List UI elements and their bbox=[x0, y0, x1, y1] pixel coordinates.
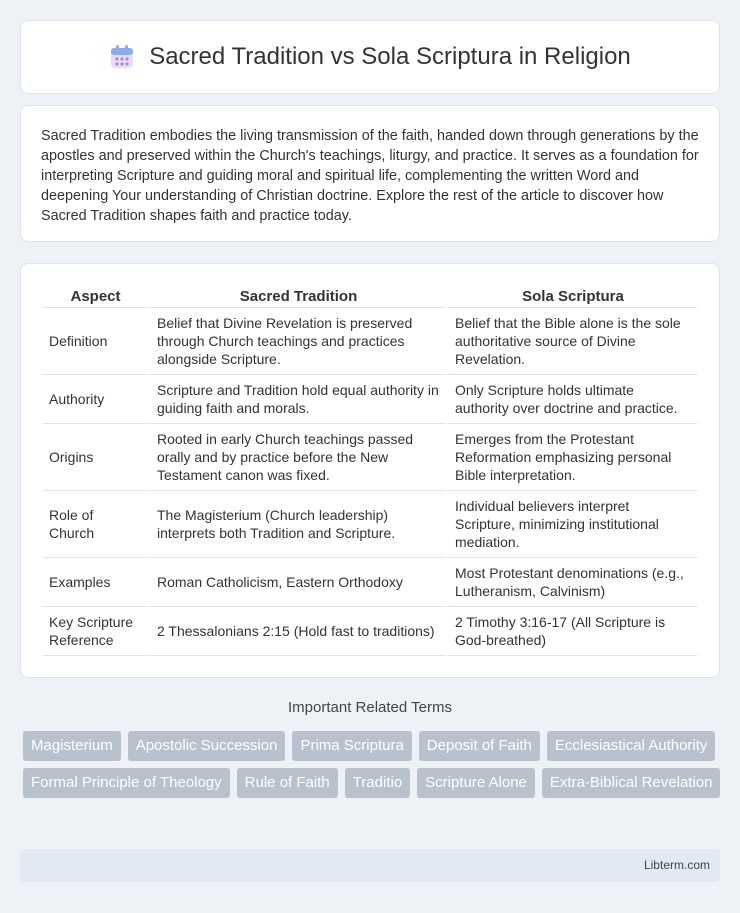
row-sola-scriptura: Belief that the Bible alone is the sole authoritative source of Divine Revelation. bbox=[446, 308, 697, 375]
row-aspect: Definition bbox=[43, 308, 148, 375]
related-term-tag[interactable]: Magisterium bbox=[23, 731, 121, 761]
table-row bbox=[43, 308, 697, 375]
table-row bbox=[43, 607, 697, 656]
footer-site-link[interactable]: Libterm.com bbox=[643, 858, 710, 872]
page-title: Sacred Tradition vs Sola Scriptura in Religion bbox=[149, 43, 631, 70]
comparison-table-card bbox=[20, 263, 720, 678]
header-aspect: Aspect bbox=[43, 284, 148, 308]
header-card bbox=[20, 20, 720, 94]
table-row bbox=[43, 375, 697, 424]
table-row bbox=[43, 424, 697, 491]
related-term-tag[interactable]: Prima Scriptura bbox=[292, 731, 411, 761]
related-term-tag[interactable]: Formal Principle of Theology bbox=[23, 768, 230, 798]
related-term-tag[interactable]: Apostolic Succession bbox=[128, 731, 286, 761]
related-term-tag[interactable]: Traditio bbox=[345, 768, 410, 798]
row-sola-scriptura: Most Protestant denominations (e.g., Lutheranism, Calvinism) bbox=[446, 558, 697, 607]
related-terms-list bbox=[23, 731, 723, 798]
related-terms-title: Important Related Terms bbox=[288, 699, 452, 716]
table-header-row bbox=[43, 284, 697, 308]
header-sola-scriptura: Sola Scriptura bbox=[446, 284, 697, 308]
row-aspect: Origins bbox=[43, 424, 148, 491]
row-aspect: Authority bbox=[43, 375, 148, 424]
row-sacred-tradition: Roman Catholicism, Eastern Orthodoxy bbox=[148, 558, 446, 607]
row-aspect: Key Scripture Reference bbox=[43, 607, 148, 656]
row-sola-scriptura: 2 Timothy 3:16-17 (All Scripture is God-breathed) bbox=[446, 607, 697, 656]
row-sacred-tradition: Scripture and Tradition hold equal authority in guiding faith and morals. bbox=[148, 375, 446, 424]
row-sacred-tradition: The Magisterium (Church leadership) interprets both Tradition and Scripture. bbox=[148, 491, 446, 558]
row-sola-scriptura: Only Scripture holds ultimate authority over doctrine and practice. bbox=[446, 375, 697, 424]
related-term-tag[interactable]: Extra-Biblical Revelation bbox=[542, 768, 721, 798]
row-sola-scriptura: Individual believers interpret Scripture, minimizing institutional mediation. bbox=[446, 491, 697, 558]
footer bbox=[20, 849, 720, 882]
related-term-tag[interactable]: Rule of Faith bbox=[237, 768, 338, 798]
calendar-icon bbox=[109, 44, 135, 70]
table-row bbox=[43, 558, 697, 607]
row-aspect: Examples bbox=[43, 558, 148, 607]
related-term-tag[interactable]: Deposit of Faith bbox=[419, 731, 540, 761]
row-sola-scriptura: Emerges from the Protestant Reformation emphasizing personal Bible interpretation. bbox=[446, 424, 697, 491]
row-aspect: Role of Church bbox=[43, 491, 148, 558]
comparison-table bbox=[43, 284, 697, 656]
row-sacred-tradition: Rooted in early Church teachings passed orally and by practice before the New Testament canon was fixed. bbox=[148, 424, 446, 491]
row-sacred-tradition: 2 Thessalonians 2:15 (Hold fast to traditions) bbox=[148, 607, 446, 656]
row-sacred-tradition: Belief that Divine Revelation is preserved through Church teachings and practices alongside Scripture. bbox=[148, 308, 446, 375]
header-sacred-tradition: Sacred Tradition bbox=[148, 284, 446, 308]
related-term-tag[interactable]: Scripture Alone bbox=[417, 768, 535, 798]
related-term-tag[interactable]: Ecclesiastical Authority bbox=[547, 731, 716, 761]
table-row bbox=[43, 491, 697, 558]
intro-card bbox=[20, 105, 720, 242]
intro-text: Sacred Tradition embodies the living transmission of the faith, handed down through generations by the apostles and preserved within the Church's teachings, liturgy, and practice. It serves as a foundation for interpreting Scripture and guiding moral and spiritual life, complementing the written Word and deepening Your understanding of Christian doctrine. Explore the rest of the article to discover how Sacred Tradition shapes faith and practice today. bbox=[41, 128, 699, 224]
